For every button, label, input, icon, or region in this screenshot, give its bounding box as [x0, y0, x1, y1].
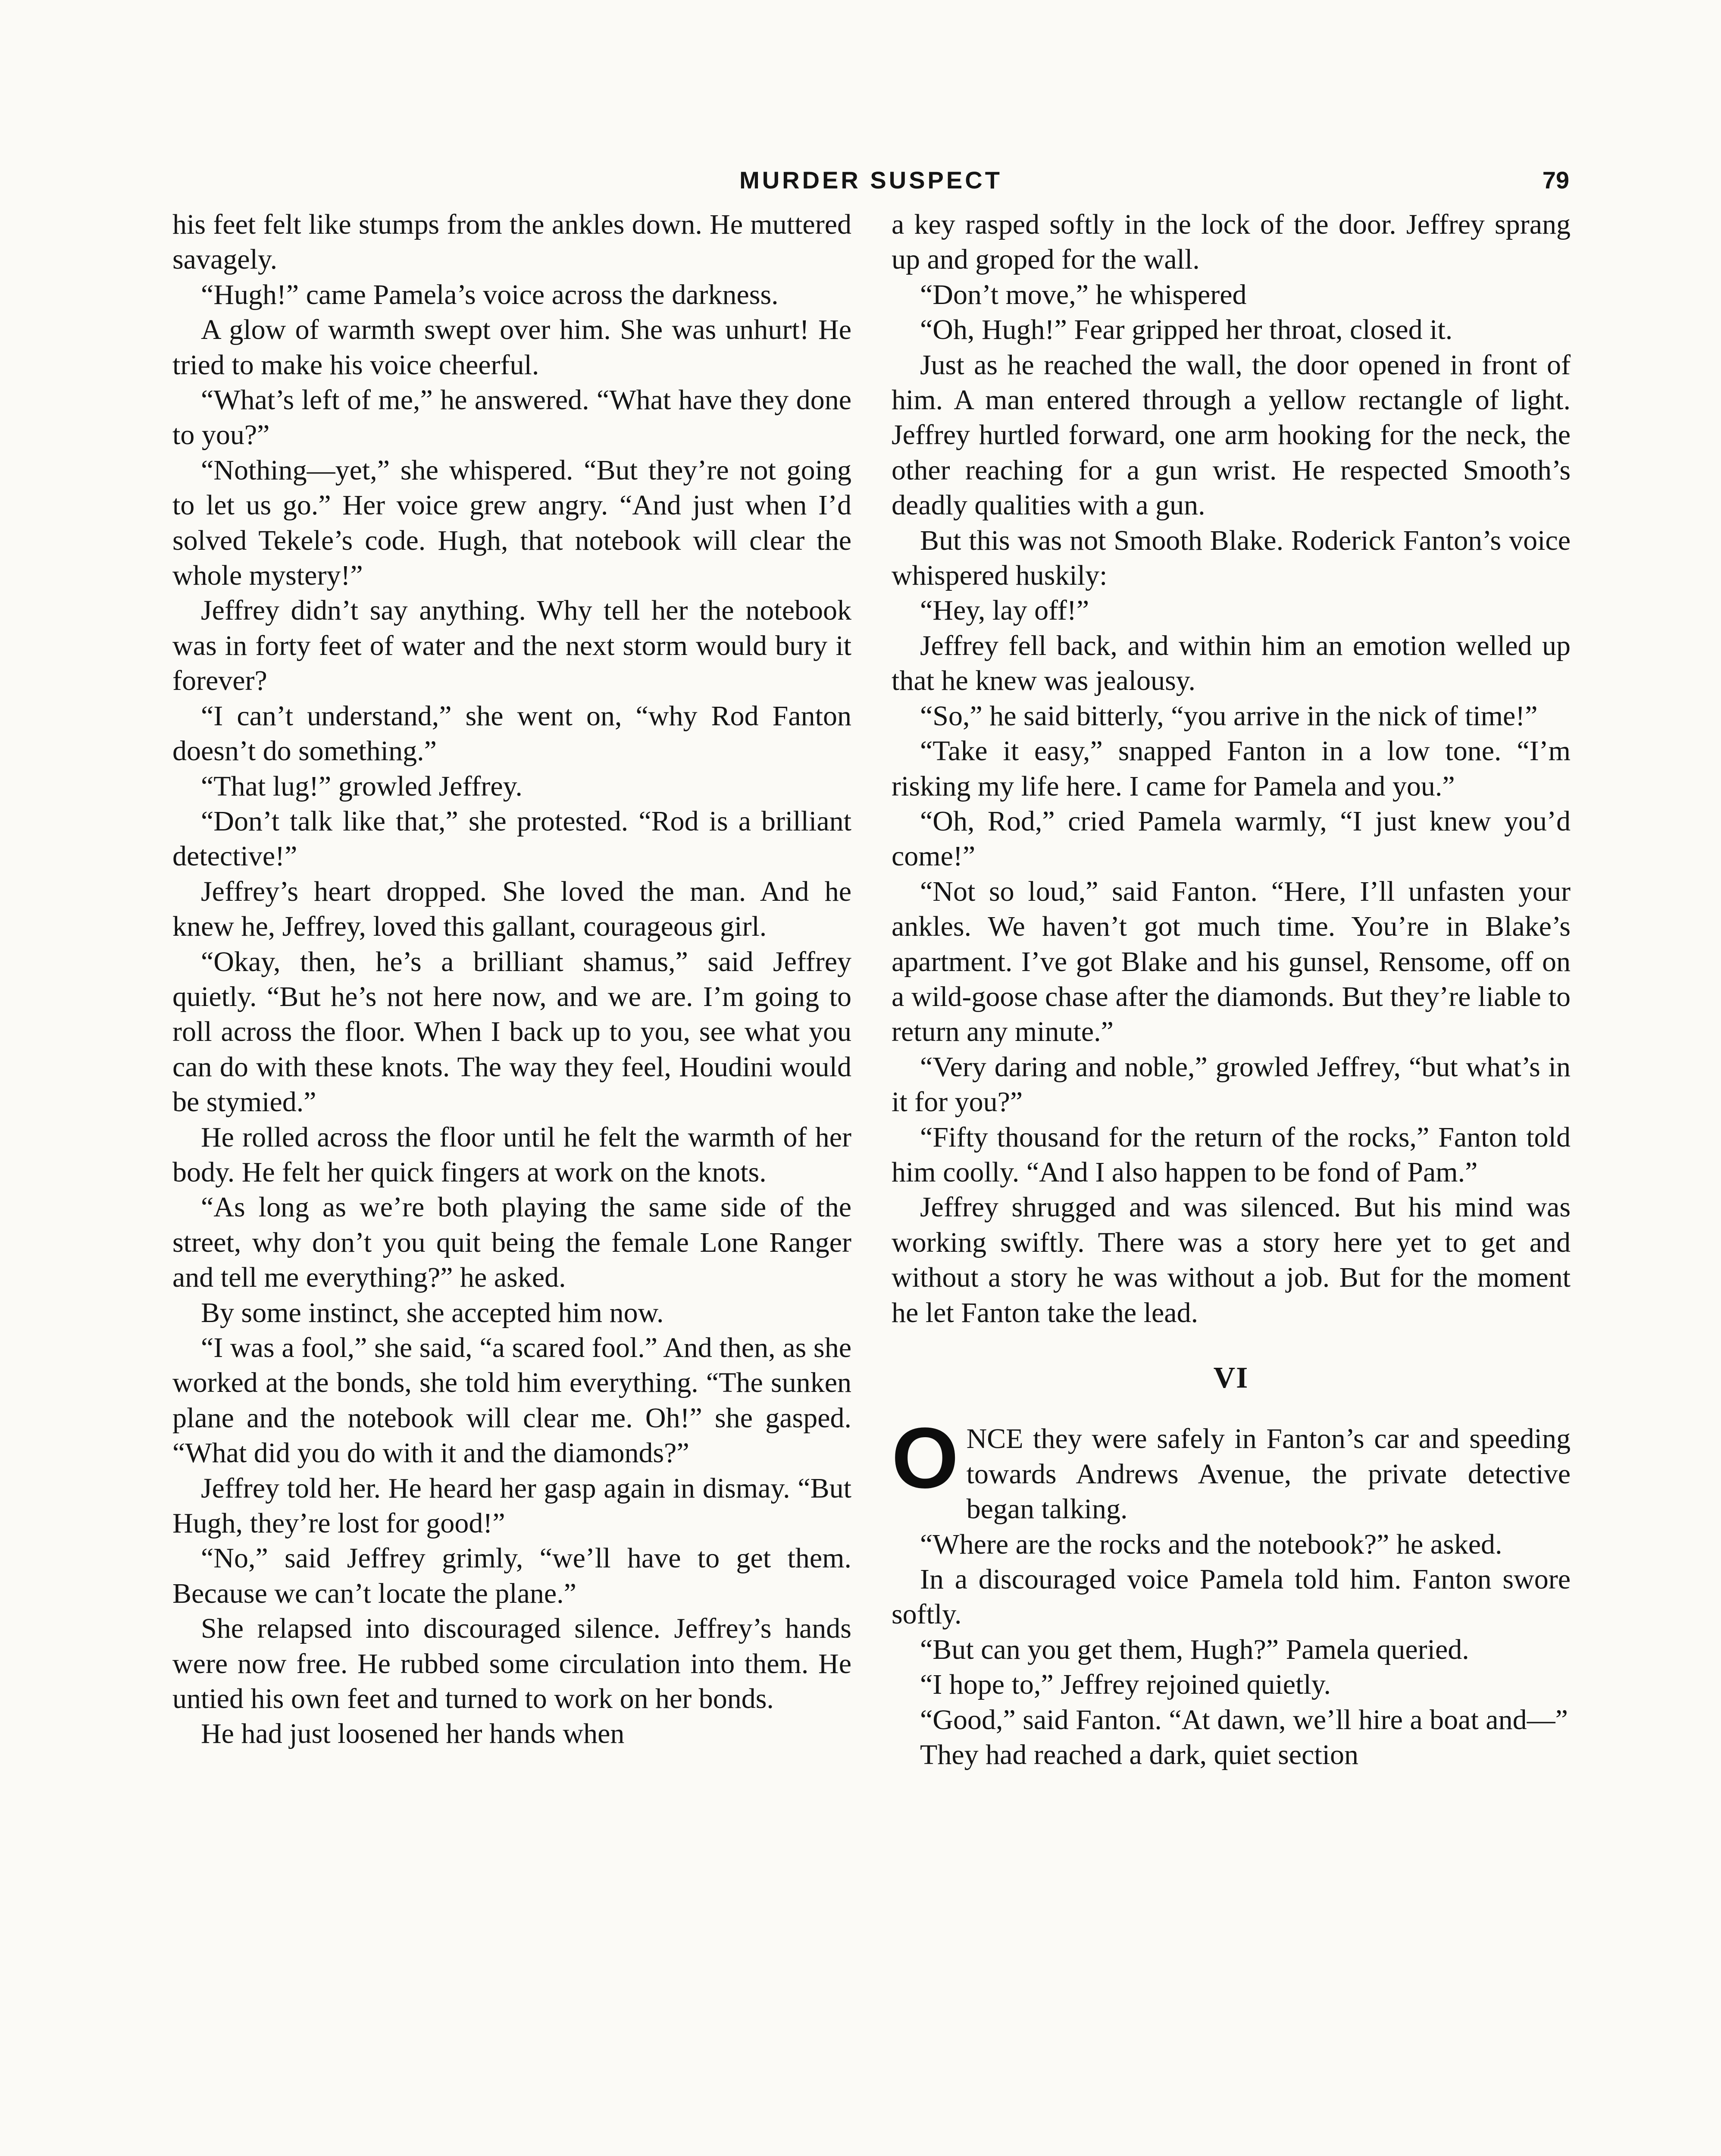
- paragraph: “So,” he said bitterly, “you arrive in the nick of time!”: [920, 700, 1538, 732]
- paragraph: “No,” said Jeffrey grimly, “we’ll have to get them. Because we can’t locate the plane.”: [172, 1542, 851, 1609]
- paragraph: “What’s left of me,” he answered. “What have they done to you?”: [172, 384, 851, 451]
- opening-text: NCE they were safely in Fanton’s car and speeding towards Andrews Avenue, the private detective began talking.: [966, 1423, 1571, 1525]
- paragraph: “Hugh!” came Pamela’s voice across the darkness.: [201, 279, 779, 310]
- paragraph: A glow of warmth swept over him. She was unhurt! He tried to make his voice cheerful.: [172, 314, 851, 381]
- paragraph: “Good,” said Fanton. “At dawn, we’ll hire a boat and—”: [920, 1704, 1568, 1736]
- paragraph: “Hey, lay off!”: [920, 595, 1089, 627]
- paragraph: Jeffrey told her. He heard her gasp again in dismay. “But Hugh, they’re lost for good!”: [172, 1472, 851, 1539]
- paragraph: He had just loosened her hands when: [201, 1718, 625, 1750]
- paragraph: “Okay, then, he’s a brilliant shamus,” said Jeffrey quietly. “But he’s not here now, and we are. I’m going to roll across the floor. When I back up to you, see what you can do with these knots. The way they feel, Houdini would be stymied.”: [172, 946, 851, 1118]
- paragraph: By some instinct, she accepted him now.: [201, 1297, 664, 1329]
- paragraph: She relapsed into discouraged silence. Jeffrey’s hands were now free. He rubbed some circulation into them. He untied his own feet and turned to work on her bonds.: [172, 1613, 851, 1715]
- page-number: 79: [1542, 166, 1569, 194]
- paragraph: Just as he reached the wall, the door opened in front of him. A man entered through a yellow rectangle of light. Jeffrey hurtled forward, one arm hooking for the neck, the other reaching for a gun wrist. He respected Smooth’s deadly qualities with a gun.: [892, 349, 1571, 521]
- paragraph: “I can’t understand,” she went on, “why Rod Fanton doesn’t do something.”: [172, 700, 851, 767]
- left-column: [172, 207, 851, 1752]
- paragraph: “I was a fool,” she said, “a scared fool.” And then, as she worked at the bonds, she told him everything. “The sunken plane and the notebook will clear me. Oh!” she gasped. “What did you do with it and the diamonds?”: [172, 1332, 851, 1469]
- paragraph: “Oh, Hugh!” Fear gripped her throat, closed it.: [920, 314, 1453, 346]
- running-title: MURDER SUSPECT: [739, 166, 1002, 194]
- paragraph: Jeffrey didn’t say anything. Why tell her the notebook was in forty feet of water and the next storm would bury it forever?: [172, 595, 851, 697]
- paragraph: He rolled across the floor until he felt the warmth of her body. He felt her quick fingers at work on the knots.: [172, 1121, 851, 1188]
- drop-cap: O: [892, 1410, 959, 1507]
- paragraph: “That lug!” growled Jeffrey.: [201, 770, 523, 802]
- paragraph: “Take it easy,” snapped Fanton in a low tone. “I’m risking my life here. I came for Pamela and you.”: [892, 735, 1571, 802]
- paragraph: “As long as we’re both playing the same side of the street, why don’t you quit being the female Lone Ranger and tell me everything?” he asked.: [172, 1191, 851, 1294]
- paragraph: his feet felt like stumps from the ankles down. He muttered savagely.: [172, 209, 851, 276]
- paragraph: “I hope to,” Jeffrey rejoined quietly.: [920, 1669, 1331, 1701]
- paragraph: “But can you get them, Hugh?” Pamela queried.: [920, 1633, 1469, 1665]
- paragraph: “Where are the rocks and the notebook?” he asked.: [920, 1528, 1502, 1560]
- paragraph: a key rasped softly in the lock of the door. Jeffrey sprang up and groped for the wall.: [892, 209, 1571, 276]
- paragraph: But this was not Smooth Blake. Roderick Fanton’s voice whispered huskily:: [892, 524, 1571, 592]
- section-opening-paragraph: [892, 1410, 1571, 1526]
- paragraph: Jeffrey shrugged and was silenced. But his mind was working swiftly. There was a story here yet to get and without a story he was without a job. But for the moment he let Fanton take the lead.: [892, 1191, 1571, 1329]
- right-column: [892, 207, 1571, 1772]
- paragraph: “Not so loud,” said Fanton. “Here, I’ll unfasten your ankles. We haven’t got much time. You’re in Blake’s apartment. I’ve got Blake and his gunsel, Rensome, off on a wild-goose chase after the diamonds. But they’re liable to return any minute.”: [892, 875, 1571, 1048]
- paragraph: “Very daring and noble,” growled Jeffrey, “but what’s in it for you?”: [892, 1051, 1571, 1118]
- paragraph: Jeffrey fell back, and within him an emotion welled up that he knew was jealousy.: [892, 630, 1571, 697]
- paragraph: “Don’t talk like that,” she protested. “Rod is a brilliant detective!”: [172, 805, 851, 872]
- paragraph: “Fifty thousand for the return of the rocks,” Fanton told him coolly. “And I also happen to be fond of Pam.”: [892, 1121, 1571, 1188]
- paragraph: “Nothing—yet,” she whispered. “But they’re not going to let us go.” Her voice grew angry. “And just when I’d solved Tekele’s code. Hugh, that notebook will clear the whole mystery!”: [172, 454, 851, 592]
- section-heading: VI: [1213, 1361, 1249, 1395]
- paragraph: “Don’t move,” he whispered: [920, 279, 1247, 310]
- paragraph: “Oh, Rod,” cried Pamela warmly, “I just knew you’d come!”: [892, 805, 1571, 872]
- paragraph: Jeffrey’s heart dropped. She loved the man. And he knew he, Jeffrey, loved this gallant, courageous girl.: [172, 875, 851, 943]
- running-head: [172, 163, 1569, 197]
- paragraph: In a discouraged voice Pamela told him. Fanton swore softly.: [892, 1564, 1571, 1630]
- paragraph: They had reached a dark, quiet section: [920, 1739, 1359, 1771]
